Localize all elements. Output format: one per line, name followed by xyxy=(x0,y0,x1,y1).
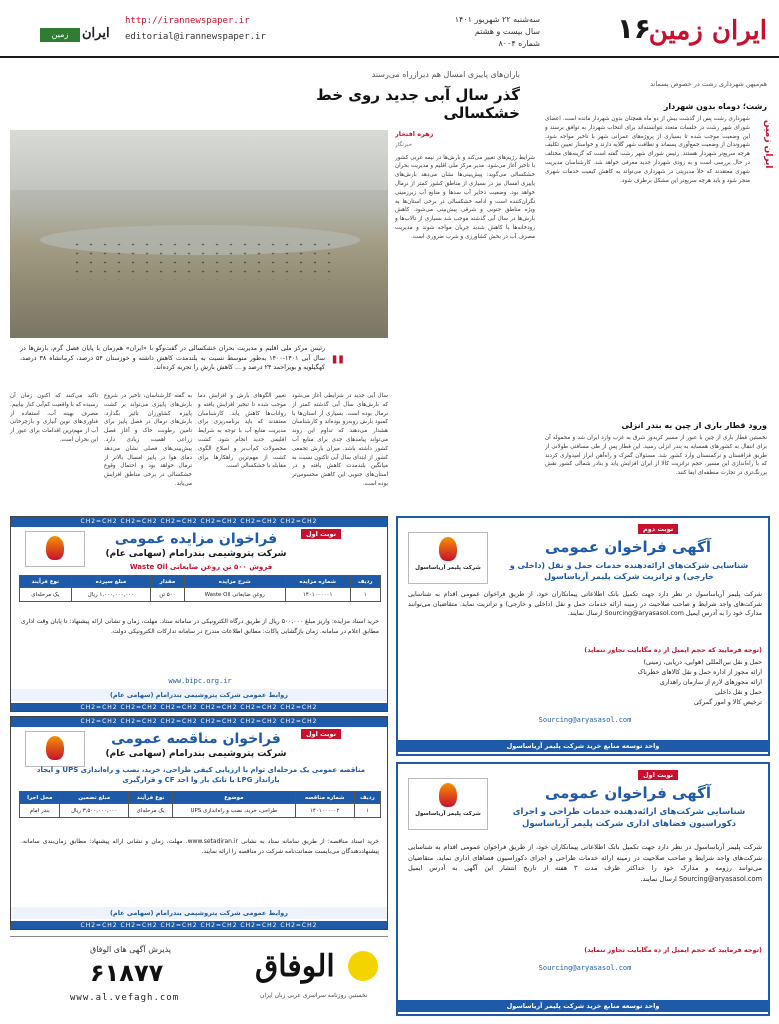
table-cell: ۱,۰۰۰,۰۰۰,۰۰۰ ریال xyxy=(71,588,151,602)
ad-website[interactable]: www.bipc.org.ir xyxy=(168,677,232,685)
vefagh-banner xyxy=(10,936,388,1016)
table-cell: ۳,۵۰۰,۰۰۰,۰۰۰ ریال xyxy=(60,804,129,818)
table-header: مقدار xyxy=(151,576,184,588)
ad-band-bottom: CH2=CH2 CH2=CH2 CH2=CH2 CH2=CH2 CH2=CH2 CH2=CH2 xyxy=(11,703,387,712)
ad-title: فراخوان مزایده عمومی xyxy=(114,531,278,547)
ad-badge: نوبت اول xyxy=(301,729,341,739)
table-cell: یک مرحله‌ای xyxy=(128,804,172,818)
article-body-col4: به گفته کارشناسان، تاخیر در شروع بارش‌های پاییزی می‌تواند بر کشت پاییزه کشاورزان تاثیر بگذارد. بارش‌های نرمال در فصل پاییز برای تامین رطوبت خاک و آغاز فصل زراعی اهمیت زیادی دارد. پیش‌بینی‌های فصلی نشان می‌دهد دمای هوا در پاییز امسال بالاتر از نرمال خواهد بود و احتمال وقوع خشکسالی در برخی مناطق افزایش می‌یابد. xyxy=(104,393,192,487)
ad-subject: مناقصه عمومی یک مرحله‌ای توام با ارزیابی کیفی طراحی، خرید، نصب و راه‌اندازی UPS و ایجاد بارانداز LPG با تانک بار وا احد CF و قرارگیری xyxy=(36,766,366,784)
ad-list xyxy=(408,658,762,708)
mini-brand: ایران xyxy=(82,26,110,41)
ad-body: خرید اسناد مزایده: واریز مبلغ ۵۰۰,۰۰۰ ریال از طریق درگاه الکترونیکی در سامانه ستاد. مهلت، زمان و نشانی ارائه پیشنهاد: تا پایان وقت اداری مطابق اعلام در سامانه. زمان بازگشایی پاکات: مطابق اطلاعات مندرج در سامانه تدارکات الکترونیکی دولت. xyxy=(21,618,379,635)
bipc-flame-icon xyxy=(46,736,64,760)
table-cell: ۱۴۰۱۰۰۰۰۰۲ xyxy=(295,804,354,818)
table-header: ردیف xyxy=(354,792,380,804)
year-line: سال بیست و هشتم xyxy=(474,27,540,36)
photo-people xyxy=(70,240,330,280)
ad-body: خرید اسناد مناقصه: از طریق سامانه ستاد به نشانی www.setadiran.ir. مهلت، زمان و نشانی ارائه پیشنهاد: مطابق زمان‌بندی سامانه. پیشنهاددهندگان می‌بایست ضمانت‌نامه شرکت در مناقصه را ارائه نمایند. xyxy=(21,838,379,855)
bipc-logo xyxy=(25,531,85,567)
ad-email[interactable]: Sourcing@aryasasol.com xyxy=(538,964,632,972)
table-row xyxy=(20,588,381,602)
aryasasol-logo xyxy=(408,532,488,584)
aryasasol-logo xyxy=(408,778,488,830)
ad-title: فراخوان مناقصه عمومی xyxy=(111,731,281,747)
bipc-logo xyxy=(25,731,85,767)
caption-text: رئیس مرکز ملی اقلیم و مدیریت بحران خشکسالی در گفت‌وگو با «ایران» هم‌زمان با پایان فصل گرم، بارش‌ها در سال آبی ۱۴۰۱-۱۴۰۰ به‌طور متوسط نسبت به بلندمدت کاهش داشته و خوزستان ۵۴ درصد، کرمانشاه ۳۸ درصد، کهگیلویه و بویراحمد ۲۴ درصد و ... کاهش بارش را تجربه کرده‌اند. xyxy=(20,345,326,371)
ad-table xyxy=(19,575,381,602)
table-row xyxy=(20,804,381,818)
author-role: خبرنگار xyxy=(395,141,412,148)
table-cell: طراحی، خرید، نصب و راه‌اندازی UPS xyxy=(173,804,295,818)
ad-note: (توجه فرمایید که حجم ایمیل از ده مگابایت تجاوز ننماید) xyxy=(584,946,762,954)
article-body-col1 xyxy=(395,130,535,510)
table-cell: یک مرحله‌ای xyxy=(20,588,72,602)
ad-tender xyxy=(10,716,388,930)
list-item: ارائه مجوز از اداره حمل و نقل کالاهای خطرناک xyxy=(637,669,762,676)
ad-body: شرکت پلیمر آریاساسول در نظر دارد جهت تکمیل بانک اطلاعاتی پیمانکاران خود، از طریق فراخوان عمومی اقدام به شناسایی شرکت‌های واجد شرایط و صاحب صلاحیت در زمینه ارائه خدمات حمل و نقل (داخلی و خارجی) و ترانزیت نماید. متقاضیان می‌توانند مدارک خود را به آدرس ایمیل Sourcing@aryasasol.com ارسال نمایند. xyxy=(408,591,762,617)
list-item: حمل و نقل داخلی xyxy=(715,689,762,696)
subhead-rasht: رشت؛ دوماه بدون شهردار xyxy=(663,102,767,111)
table-header: نوع فرآیند xyxy=(128,792,172,804)
ad-subject: فروش ۵۰۰ تن روغن ضایعاتی Waste Oil xyxy=(129,563,273,571)
article-kicker: باران‌های پاییزی امسال هم دیرازراه می‌رسند xyxy=(371,70,520,79)
ad-footer: واحد توسعه منابع خرید شرکت پلیمر آریاساسول xyxy=(398,740,768,752)
ad-company: شرکت پتروشیمی بندرامام (سهامی عام) xyxy=(105,749,287,759)
table-cell: ۱۴۰۱۰۰۰۰۰۱ xyxy=(285,588,350,602)
table-header: موضوع xyxy=(173,792,295,804)
author-name: زهره افتخار xyxy=(395,130,434,138)
table-cell: بندر امام xyxy=(20,804,60,818)
ad-footer: واحد توسعه منابع خرید شرکت پلیمر آریاساسول xyxy=(398,1000,768,1012)
article-body-col3: تغییر الگوهای بارش و افزایش دما موجب شده تا تبخیر افزایش یافته و رواناب‌ها کاهش یابد. کارشناسان معتقدند که باید برنامه‌ریزی برای مدیریت منابع آب با توجه به شرایط اقلیمی جدید انجام شود. کشت محصولات کم‌آب‌بر و اصلاح الگوی کشت از مهم‌ترین راهکارها برای مقابله با خشکسالی است. xyxy=(198,393,286,470)
page-header xyxy=(0,0,779,58)
ad-recall-transport xyxy=(396,516,770,756)
rasht-body: شهرداری رشت پس از گذشت بیش از دو ماه همچنان بدون شهردار مانده است. اعضای شورای شهر رشت در جلسات متعدد نتوانسته‌اند برای انتخاب شهردار به توافق برسند و این وضعیت موجب شده تا بسیاری از پروژه‌های عمرانی شهر با تاخیر مواجه شود. شهروندان از وضعیت جمع‌آوری پسماند و نظافت شهر گلایه دارند و خواستار تعیین تکلیف هرچه سریع‌تر شهردار هستند. رئیس شورای شهر رشت گفته است که گزینه‌های مختلف در حال بررسی است و به زودی شهردار جدید معرفی خواهد شد. کارشناسان مدیریت شهری معتقدند که خلأ مدیریتی در شهرداری می‌تواند به کاهش کیفیت خدمات شهری منجر شود و باید هرچه سریع‌تر این مشکل برطرف شود. xyxy=(545,116,750,184)
ad-band-top: CH2=CH2 CH2=CH2 CH2=CH2 CH2=CH2 CH2=CH2 CH2=CH2 xyxy=(11,517,387,527)
aryasasol-flame-icon xyxy=(439,783,457,807)
article-text: شرایط رژیم‌های تغییر می‌کند و بارش‌ها در نیمه غربی کشور با تاخیر آغاز می‌شود. مدیر مرکز ملی اقلیم و مدیریت بحران خشکسالی می‌گوید: پیش‌بینی‌ها نشان می‌دهد بارش‌های پاییزی امسال نیز در بسیاری از مناطق کشور کمتر از نرمال خواهد بود. وضعیت ذخایر آب سدها و منابع آب زیرزمینی نگران‌کننده است و ادامه خشکسالی در برخی استان‌ها به ویژه مناطق جنوبی و شرقی پیش‌بینی می‌شود. کاهش بارش‌ها در سال آبی گذشته موجب شد بسیاری از تالاب‌ها و رودخانه‌ها با کاهش شدید جریان مواجه شوند و مدیریت مصرف آب در بخش کشاورزی و شرب ضروری است. xyxy=(395,154,535,240)
table-cell: ۱ xyxy=(354,804,380,818)
vefagh-phone: ۶۱۸۷۷ xyxy=(90,959,164,987)
vefagh-cta: پذیرش آگهی های الوفاق xyxy=(90,945,172,954)
brand-logo: ایران زمین xyxy=(648,16,767,46)
ad-company: شرکت پتروشیمی بندرامام (سهامی عام) xyxy=(105,549,287,559)
list-item: حمل و نقل بین‌المللی (هوایی، دریایی، زمینی) xyxy=(643,659,762,666)
ad-title: آگهی فراخوان عمومی xyxy=(544,784,711,802)
table-header: مبلغ تضمین xyxy=(60,792,129,804)
ad-footer: روابط عمومی شرکت پتروشیمی بندرامام (سهامی عام) xyxy=(11,689,387,701)
subhead-train: ورود قطار باری از چین به بندر انزلی xyxy=(621,421,767,430)
ad-subject: شناسایی شرکت‌های ارائه‌دهنده خدمات حمل و نقل (داخلی و خارجی) و ترانزیت شرکت پلیمر آریاساسول xyxy=(509,561,749,581)
ad-badge: نوبت دوم xyxy=(638,524,678,534)
train-body: نخستین قطار باری از چین با عبور از مسیر کریدور شرق به غرب وارد ایران شد و محموله آن برای انتقال به کشورهای همسایه به بندر انزلی رسید. این قطار پس از طی مسافتی طولانی از طریق قزاقستان و ترکمنستان وارد کشور شد. مسئولان گمرک و راه‌آهن ابراز امیدواری کردند که با راه‌اندازی این مسیر، حجم ترانزیت کالا از ایران افزایش یابد و بنادر شمالی کشور نقش پررنگ‌تری در تجارت منطقه‌ای ایفا کنند. xyxy=(545,435,767,477)
photo-caption xyxy=(10,340,388,388)
photo-sky xyxy=(10,130,388,190)
table-header-row xyxy=(20,576,381,588)
table-cell: روغن ضایعاتی Waste Oil xyxy=(184,588,285,602)
vefagh-tagline: نخستین روزنامه سراسری عربی زبان ایران xyxy=(260,992,368,999)
ad-note: (توجه فرمایید که حجم ایمیل از ده مگابایت تجاوز ننماید) xyxy=(584,646,762,654)
ad-email[interactable]: Sourcing@aryasasol.com xyxy=(538,716,632,724)
table-header: شماره مناقصه xyxy=(295,792,354,804)
table-cell: ۵۰۰ تن xyxy=(151,588,184,602)
ad-band-bottom: CH2=CH2 CH2=CH2 CH2=CH2 CH2=CH2 CH2=CH2 CH2=CH2 xyxy=(11,921,387,930)
table-header: مبلغ سپرده xyxy=(71,576,151,588)
ad-subject: شناسایی شرکت‌های ارائه‌دهنده خدمات طراحی و اجرای دکوراسیون فضاهای اداری شرکت پلیمر آریاساسول xyxy=(512,807,746,829)
issue-date xyxy=(420,14,540,50)
ad-badge: نوبت اول xyxy=(301,529,341,539)
article-body-col5: تاکید می‌کنند که اکنون زمان آن رسیده که با واقعیت کم‌آبی کنار بیاییم. مصرف بهینه آب، استفاده از فناوری‌های نوین آبیاری و بازچرخانی آب از مهم‌ترین اقدامات برای عبور از این بحران است. xyxy=(10,393,98,443)
website-link[interactable]: http://irannewspaper.ir xyxy=(125,16,250,26)
ad-auction xyxy=(10,516,388,712)
article-body-col2: سال آبی جدید در شرایطی آغاز می‌شود که بارش‌های سال آبی گذشته کمتر از نرمال بوده است. بسیاری از استان‌ها با کمبود بارش روبه‌رو بوده‌اند و کارشناسان هشدار می‌دهند که تداوم این روند می‌تواند پیامدهای جدی برای منابع آب کشور داشته باشد. میزان بارش تجمعی کشور از ابتدای سال آبی تاکنون نسبت به میانگین بلندمدت کاهش یافته و در استان‌های جنوبی این کاهش محسوس‌تر بوده است. xyxy=(292,393,388,487)
right-lead: هم‌میهن شهرداری رشت در خصوص پسماند xyxy=(650,80,767,88)
list-item: ترخیص کالا و امور گمرکی xyxy=(693,699,762,706)
aryasasol-flame-icon xyxy=(439,537,457,561)
page-number: ۱۶ xyxy=(616,12,651,45)
quote-mark-icon: " xyxy=(330,350,346,385)
bipc-flame-icon xyxy=(46,536,64,560)
date-line: سه‌شنبه ۲۲ شهریور ۱۴۰۱ xyxy=(454,15,540,24)
ad-band-top: CH2=CH2 CH2=CH2 CH2=CH2 CH2=CH2 CH2=CH2 CH2=CH2 xyxy=(11,717,387,727)
ad-badge: نوبت اول xyxy=(638,770,678,780)
mini-tag: زمین xyxy=(40,28,80,42)
vefagh-website[interactable]: www.al.vefagh.com xyxy=(70,993,180,1003)
table-header: ردیف xyxy=(350,576,380,588)
ad-recall-decoration xyxy=(396,762,770,1016)
vefagh-logo: الوفاق xyxy=(255,949,335,984)
article-photo xyxy=(10,130,388,338)
article-headline: گذر سال آبی جدید روی خط خشکسالی xyxy=(316,86,520,122)
aryasasol-name: شرکت پلیمر آریاساسول xyxy=(415,565,481,571)
table-header-row xyxy=(20,792,381,804)
table-header: شماره مزایده xyxy=(285,576,350,588)
ad-table xyxy=(19,791,381,818)
table-cell: ۱ xyxy=(350,588,380,602)
table-header: نوع فرآیند xyxy=(20,576,72,588)
list-item: ارائه مجوزهای لازم از سازمان راهداری xyxy=(659,679,762,686)
aryasasol-name: شرکت پلیمر آریاساسول xyxy=(415,811,481,817)
issue-line: شماره ۸۰۰۴ xyxy=(498,39,540,48)
ad-body: شرکت پلیمر آریاساسول در نظر دارد جهت تکمیل بانک اطلاعاتی پیمانکاران خود، از طریق فراخوان عمومی اقدام به شناسایی شرکت‌های واجد شرایط و صاحب صلاحیت در زمینه ارائه خدمات طراحی و اجرای دکوراسیون فضاهای اداری نماید. متقاضیان می‌توانند رزومه و مدارک خود را حداکثر ظرف مدت ۳ هفته از تاریخ انتشار این آگهی به آدرس ایمیل Sourcing@aryasasol.com ارسال نمایند. xyxy=(408,843,762,883)
vertical-section-title: ایران زمین xyxy=(763,120,773,169)
vefagh-sun-icon xyxy=(348,951,378,981)
table-header: محل اجرا xyxy=(20,792,60,804)
table-header: شرح مزایده xyxy=(184,576,285,588)
ad-footer: روابط عمومی شرکت پتروشیمی بندرامام (سهامی عام) xyxy=(11,907,387,919)
ad-title: آگهی فراخوان عمومی xyxy=(544,538,711,556)
email-link[interactable]: editorial@irannewspaper.ir xyxy=(125,32,266,42)
